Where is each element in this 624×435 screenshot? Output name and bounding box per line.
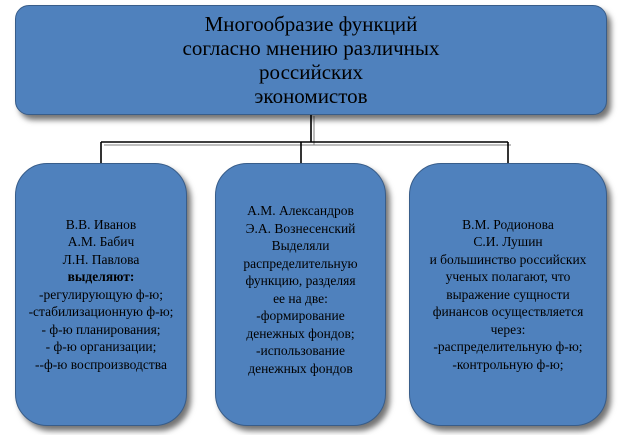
author-name: С.И. Лушин	[473, 234, 543, 250]
function-item: -использование	[255, 343, 346, 358]
economists-box-2	[215, 163, 386, 426]
author-name: В.М. Родионова	[462, 216, 554, 232]
description-line: ее на две:	[273, 290, 328, 306]
description-line: распределительную	[243, 255, 358, 271]
title-line: согласно мнению различных	[182, 36, 440, 60]
description-line: финансов осуществляется	[432, 304, 584, 320]
economists-box-3	[409, 163, 607, 426]
function-item: --ф-ю воспроизводства	[35, 356, 167, 372]
description-line: ученых полагают, что	[445, 269, 571, 285]
author-name: А.М. Александров	[247, 203, 354, 218]
function-item: денежных фондов	[248, 360, 353, 376]
function-item: -распределительную ф-ю;	[433, 339, 583, 355]
economists-box-1	[15, 163, 187, 426]
title-line: Многообразие функций	[204, 12, 418, 36]
author-name: Л.Н. Павлова	[62, 251, 140, 267]
description-line: через:	[490, 321, 526, 337]
function-item: -формирование	[256, 308, 345, 323]
function-item: -стабилизационную ф-ю;	[28, 304, 174, 320]
verb-label: выделяют:	[67, 269, 135, 285]
author-name: Э.А. Вознесенский	[245, 220, 356, 236]
function-item: денежных фондов;	[246, 325, 355, 341]
function-item: - ф-ю планирования;	[41, 321, 161, 337]
title-box	[15, 5, 607, 115]
description-line: Выделяли	[271, 238, 330, 253]
description-line: и большинство российских	[429, 251, 587, 267]
description-line: выражение сущности	[446, 286, 570, 302]
function-item: - ф-ю организации;	[45, 339, 157, 355]
author-name: В.В. Иванов	[65, 216, 137, 232]
description-line: функцию, разделяя	[245, 273, 356, 288]
author-name: А.М. Бабич	[67, 234, 135, 250]
title-line: экономистов	[254, 84, 368, 108]
function-item: -контрольную ф-ю;	[452, 356, 564, 372]
title-line: российских	[259, 60, 363, 84]
function-item: -регулирующую ф-ю;	[39, 286, 163, 302]
